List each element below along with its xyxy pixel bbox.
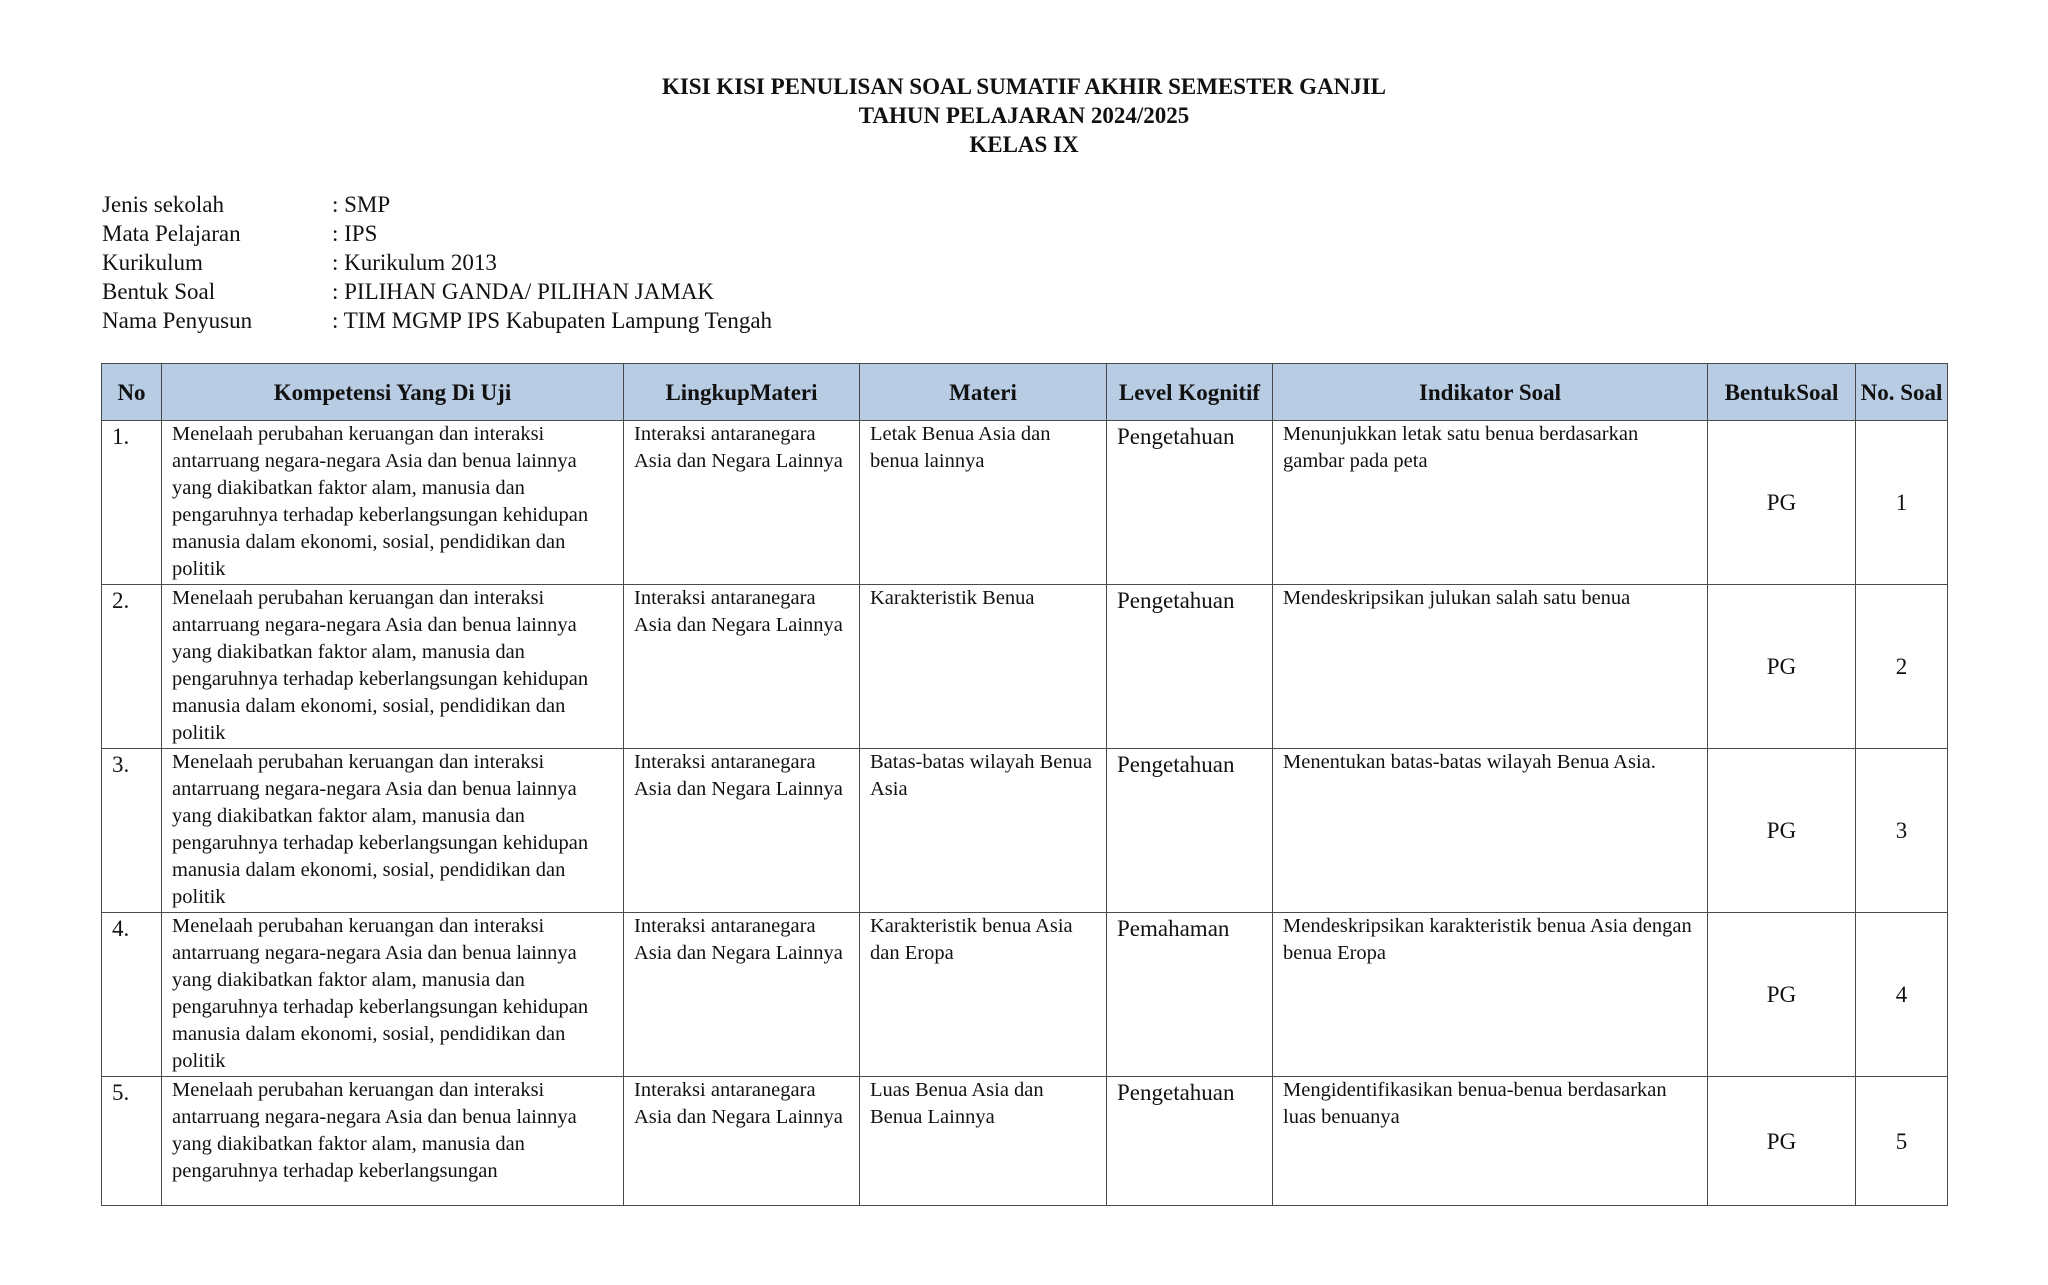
cell-scope: Interaksi antaranegara Asia dan Negara Lainnya (624, 749, 860, 913)
cell-question-number: 5 (1856, 1077, 1948, 1206)
document-title (0, 72, 2048, 159)
cell-competency-text: Menelaah perubahan keruangan dan interaksi antarruang negara-negara Asia dan benua lainnya yang diakibatkan faktor alam, manusia dan pengaruhnya terhadap keberlangsungan kehidupan manusia dalam ekonomi, sosial, pendidikan dan politik (172, 915, 589, 1072)
cell-competency-text: Menelaah perubahan keruangan dan interaksi antarruang negara-negara Asia dan benua lainnya yang diakibatkan faktor alam, manusia dan pengaruhnya terhadap keberlangsungan (172, 1079, 577, 1182)
info-row-school-type (102, 190, 772, 219)
cell-question-number: 1 (1856, 421, 1948, 585)
cell-form: PG (1708, 421, 1856, 585)
cell-indicator: Mendeskripsikan karakteristik benua Asia dengan benua Eropa (1273, 913, 1708, 1077)
table-row (102, 913, 1948, 1077)
cell-cognitive-level: Pengetahuan (1107, 1077, 1273, 1206)
blueprint-table (101, 363, 1948, 1206)
cell-form: PG (1708, 913, 1856, 1077)
info-value: : SMP (332, 192, 391, 217)
info-value: : Kurikulum 2013 (332, 250, 497, 275)
cell-scope: Interaksi antaranegara Asia dan Negara Lainnya (624, 421, 860, 585)
cell-scope: Interaksi antaranegara Asia dan Negara Lainnya (624, 1077, 860, 1206)
column-header-question-number: No. Soal (1856, 364, 1948, 421)
info-label: Jenis sekolah (102, 192, 225, 217)
column-header-indicator: Indikator Soal (1273, 364, 1708, 421)
info-label: Mata Pelajaran (102, 221, 241, 246)
cell-competency (162, 913, 624, 1077)
cell-material: Luas Benua Asia dan Benua Lainnya (860, 1077, 1107, 1206)
cell-cognitive-level: Pengetahuan (1107, 585, 1273, 749)
info-row-subject (102, 219, 772, 248)
info-block (102, 190, 772, 335)
table-row (102, 749, 1948, 913)
column-header-cognitive-level: Level Kognitif (1107, 364, 1273, 421)
table-header-row (102, 364, 1948, 421)
cell-competency (162, 421, 624, 585)
cell-competency-text: Menelaah perubahan keruangan dan interaksi antarruang negara-negara Asia dan benua lainnya yang diakibatkan faktor alam, manusia dan pengaruhnya terhadap keberlangsungan kehidupan manusia dalam ekonomi, sosial, pendidikan dan politik (172, 587, 589, 744)
cell-cognitive-level: Pengetahuan (1107, 421, 1273, 585)
column-header-scope: LingkupMateri (624, 364, 860, 421)
cell-no: 4. (102, 913, 162, 1077)
cell-competency-text: Menelaah perubahan keruangan dan interaksi antarruang negara-negara Asia dan benua lainnya yang diakibatkan faktor alam, manusia dan pengaruhnya terhadap keberlangsungan kehidupan manusia dalam ekonomi, sosial, pendidikan dan politik (172, 751, 589, 908)
cell-cognitive-level: Pengetahuan (1107, 749, 1273, 913)
info-value: : IPS (332, 221, 378, 246)
cell-indicator: Menentukan batas-batas wilayah Benua Asia. (1273, 749, 1708, 913)
cell-competency (162, 1077, 624, 1206)
table-row (102, 421, 1948, 585)
cell-no: 1. (102, 421, 162, 585)
cell-indicator: Mendeskripsikan julukan salah satu benua (1273, 585, 1708, 749)
cell-cognitive-level: Pemahaman (1107, 913, 1273, 1077)
info-row-question-form (102, 277, 772, 306)
cell-indicator: Mengidentifikasikan benua-benua berdasarkan luas benuanya (1273, 1077, 1708, 1206)
cell-indicator: Menunjukkan letak satu benua berdasarkan gambar pada peta (1273, 421, 1708, 585)
title-line-2: TAHUN PELAJARAN 2024/2025 (858, 103, 1190, 128)
cell-scope: Interaksi antaranegara Asia dan Negara Lainnya (624, 913, 860, 1077)
cell-material: Karakteristik benua Asia dan Eropa (860, 913, 1107, 1077)
cell-competency (162, 585, 624, 749)
column-header-material: Materi (860, 364, 1107, 421)
cell-competency (162, 749, 624, 913)
cell-no: 2. (102, 585, 162, 749)
info-value: : TIM MGMP IPS Kabupaten Lampung Tengah (332, 308, 773, 333)
title-line-1: KISI KISI PENULISAN SOAL SUMATIF AKHIR SEMESTER GANJIL (661, 74, 1387, 99)
title-line-3: KELAS IX (969, 132, 1079, 157)
cell-form: PG (1708, 585, 1856, 749)
cell-question-number: 3 (1856, 749, 1948, 913)
cell-no: 3. (102, 749, 162, 913)
column-header-competency: Kompetensi Yang Di Uji (162, 364, 624, 421)
cell-material: Batas-batas wilayah Benua Asia (860, 749, 1107, 913)
info-label: Kurikulum (102, 250, 203, 275)
info-row-curriculum (102, 248, 772, 277)
cell-no: 5. (102, 1077, 162, 1206)
column-header-form: BentukSoal (1708, 364, 1856, 421)
cell-form: PG (1708, 749, 1856, 913)
cell-question-number: 2 (1856, 585, 1948, 749)
cell-scope: Interaksi antaranegara Asia dan Negara Lainnya (624, 585, 860, 749)
table-row (102, 585, 1948, 749)
table-row (102, 1077, 1948, 1206)
cell-competency-text: Menelaah perubahan keruangan dan interaksi antarruang negara-negara Asia dan benua lainnya yang diakibatkan faktor alam, manusia dan pengaruhnya terhadap keberlangsungan kehidupan manusia dalam ekonomi, sosial, pendidikan dan politik (172, 423, 589, 580)
cell-form: PG (1708, 1077, 1856, 1206)
info-label: Bentuk Soal (102, 279, 216, 304)
info-value: : PILIHAN GANDA/ PILIHAN JAMAK (332, 279, 715, 304)
cell-question-number: 4 (1856, 913, 1948, 1077)
cell-material: Karakteristik Benua (860, 585, 1107, 749)
info-label: Nama Penyusun (102, 308, 253, 333)
cell-material: Letak Benua Asia dan benua lainnya (860, 421, 1107, 585)
info-row-author (102, 306, 772, 335)
column-header-no: No (102, 364, 162, 421)
